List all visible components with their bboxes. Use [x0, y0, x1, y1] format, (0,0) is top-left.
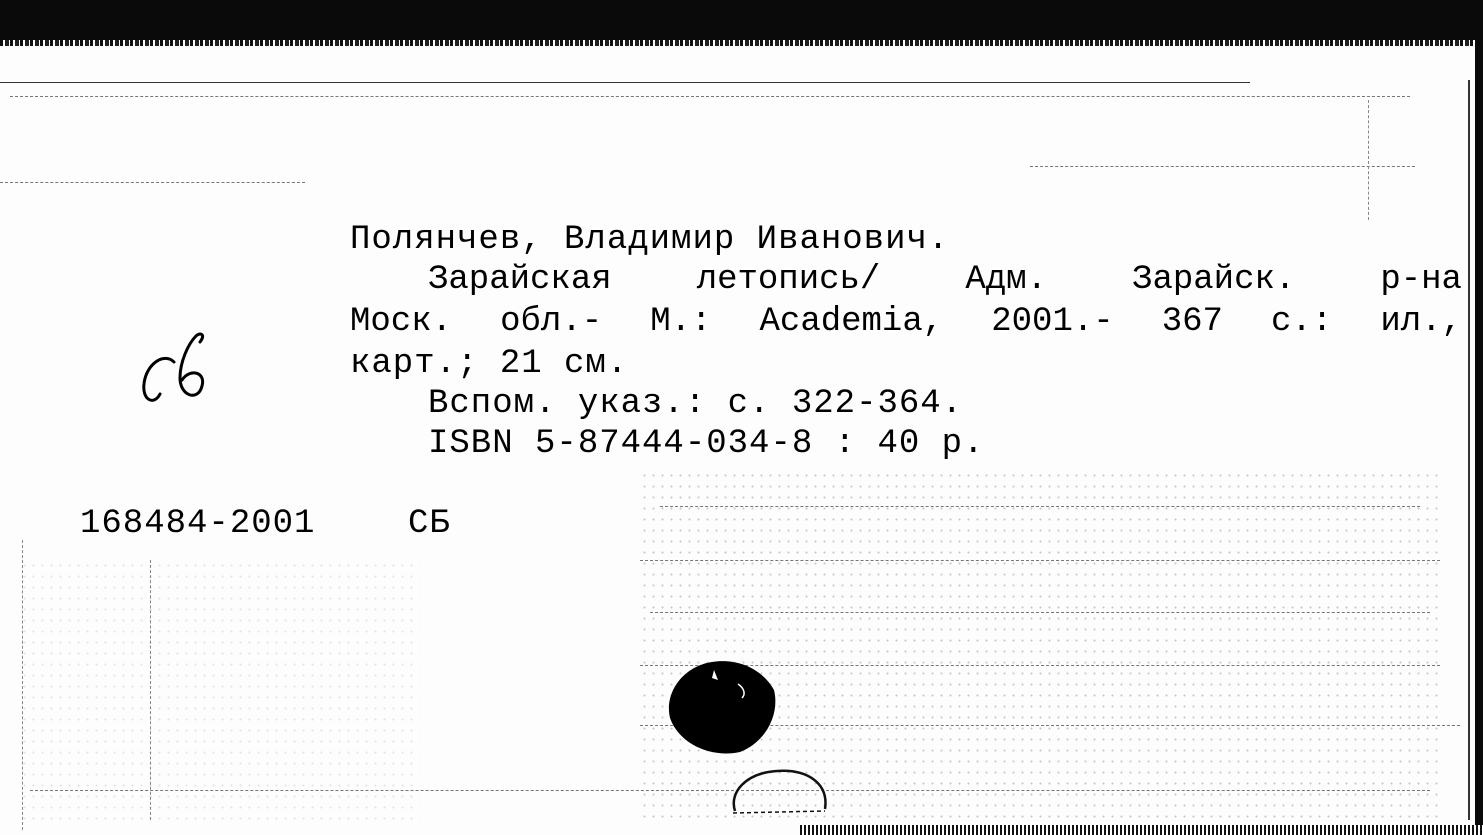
scan-noise [20, 560, 420, 820]
isbn-price: ISBN 5-87444-034-8 : 40 р. [428, 425, 985, 463]
stamp-outline-icon [725, 765, 835, 830]
imprint-word: Academia, [759, 303, 944, 341]
scan-dash-line [0, 182, 305, 183]
physical-description: карт.; 21 см. [350, 345, 629, 383]
imprint-word: Моск. [350, 303, 453, 341]
accession-number: 168484-2001 [80, 505, 316, 543]
title-word: Адм. [965, 261, 1047, 299]
author-heading: Полянчев, Владимир Иванович. [350, 221, 950, 259]
title-word: р-на [1380, 261, 1462, 299]
title-word: летопись/ [696, 261, 881, 299]
scan-top-border [0, 0, 1483, 44]
imprint-word: 367 [1161, 303, 1223, 341]
imprint-word: с.: [1271, 303, 1333, 341]
imprint-line [350, 302, 1462, 342]
location-code: СБ [408, 505, 451, 543]
scan-dash-line [10, 96, 1410, 97]
card-rule [0, 82, 1250, 83]
scan-top-border-edge [0, 40, 1483, 46]
imprint-word: обл.- [500, 303, 603, 341]
handwritten-sb-mark-icon [136, 322, 216, 417]
title-word: Зарайск. [1132, 261, 1296, 299]
scan-dash-line [1030, 166, 1415, 167]
title-word: Зарайская [428, 261, 612, 299]
scan-dash-vertical [1368, 100, 1369, 220]
title-line [350, 260, 1462, 300]
imprint-word: ил., [1380, 303, 1462, 341]
scan-right-border [1475, 0, 1483, 835]
imprint-word: 2001.- [991, 303, 1114, 341]
scan-bottom-border [800, 825, 1483, 835]
index-note: Вспом. указ.: с. 322-364. [428, 385, 964, 423]
library-seal-icon [666, 658, 778, 763]
imprint-word: М.: [650, 303, 712, 341]
scan-right-rule [1468, 80, 1470, 820]
